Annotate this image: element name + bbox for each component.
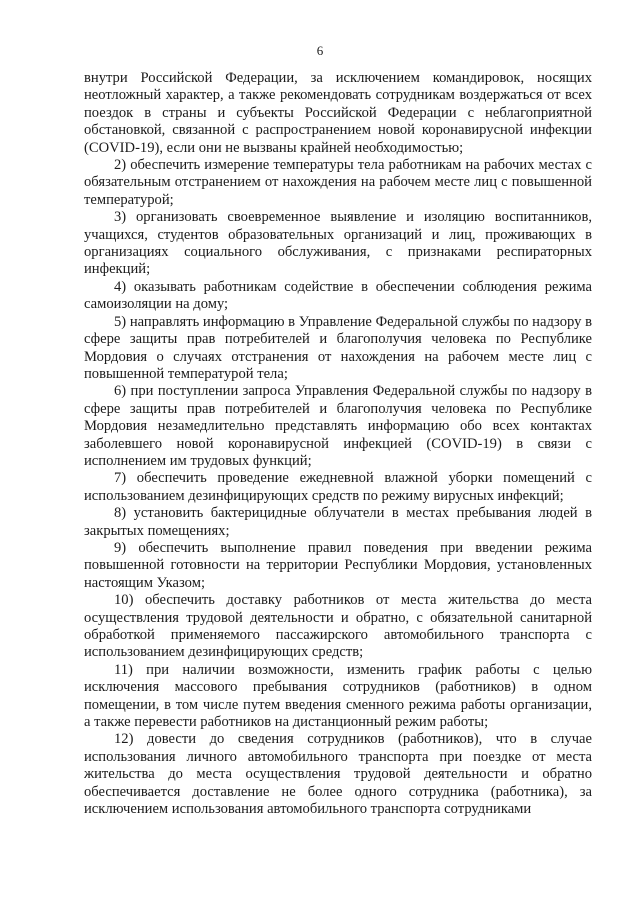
paragraph-item-4: 4) оказывать работникам содействие в обеспечении соблюдения режима самоизоляции на дому; — [84, 278, 592, 313]
paragraph-item-8: 8) установить бактерицидные облучатели в местах пребывания людей в закрытых помещениях; — [84, 505, 592, 539]
paragraph-item-6: 6) при поступлении запроса Управления Федеральной службы по надзору в сфере защиты прав потребителей и благополучия человека по Республике Мордовия незамедлительно представлять информацию обо всех контактах заболевшего новой коронавирусной инфекцией (COVID-19) в связи с исполнением им трудовых функций; — [84, 383, 592, 469]
paragraph-continuation: внутри Российской Федерации, за исключением командировок, носящих неотложный характер, а также рекомендовать сотрудникам воздержаться от всех поездок в страны и субъекты Российской Федерации с неблагоприятной обстановкой, связанной с распространением новой коронавирусной инфекции (COVID-19), если они не вызваны крайней необходимостью; — [84, 70, 592, 156]
paragraph-item-9: 9) обеспечить выполнение правил поведения при введении режима повышенной готовности на территории Республики Мордовия, установленных настоящим Указом; — [84, 539, 592, 591]
paragraph-item-3: 3) организовать своевременное выявление и изоляцию воспитанников, учащихся, студентов образовательных организаций и лиц, проживающих в организациях социального обслуживания, с признаками респираторных инфекций; — [84, 209, 592, 278]
paragraph-item-5: 5) направлять информацию в Управление Федеральной службы по надзору в сфере защиты прав потребителей и благополучия человека по Республике Мордовия о случаях отстранения от нахождения на рабочем месте лиц с повышенной температурой тела; — [84, 313, 592, 382]
paragraph-item-7: 7) обеспечить проведение ежедневной влажной уборки помещений с использованием дезинфицирующих средств по режиму вирусных инфекций; — [84, 470, 592, 504]
paragraph-item-12: 12) довести до сведения сотрудников (работников), что в случае использования личного автомобильного транспорта при поездке от места жительства до места осуществления трудовой деятельности и обратно обеспечивается доставление не более одного сотрудника (работника), за исключением использования автомобильного транспорта сотрудниками — [84, 731, 592, 818]
document-body — [84, 70, 592, 818]
paragraph-item-11: 11) при наличии возможности, изменить график работы с целью исключения массового пребывания сотрудников (работников) в одном помещении, в том числе путем введения сменного режима работы организации, а также перевести работников на дистанционный режим работы; — [84, 661, 592, 731]
paragraph-item-10: 10) обеспечить доставку работников от места жительства до места осуществления трудовой деятельности и обратно, с обязательной санитарной обработкой применяемого пассажирского автомобильного транспорта с использованием дезинфицирующих средств; — [84, 592, 592, 661]
paragraph-item-2: 2) обеспечить измерение температуры тела работникам на рабочих местах с обязательным отстранением от нахождения на рабочем месте лиц с повышенной температурой; — [84, 157, 592, 208]
page-number: 6 — [316, 43, 324, 58]
